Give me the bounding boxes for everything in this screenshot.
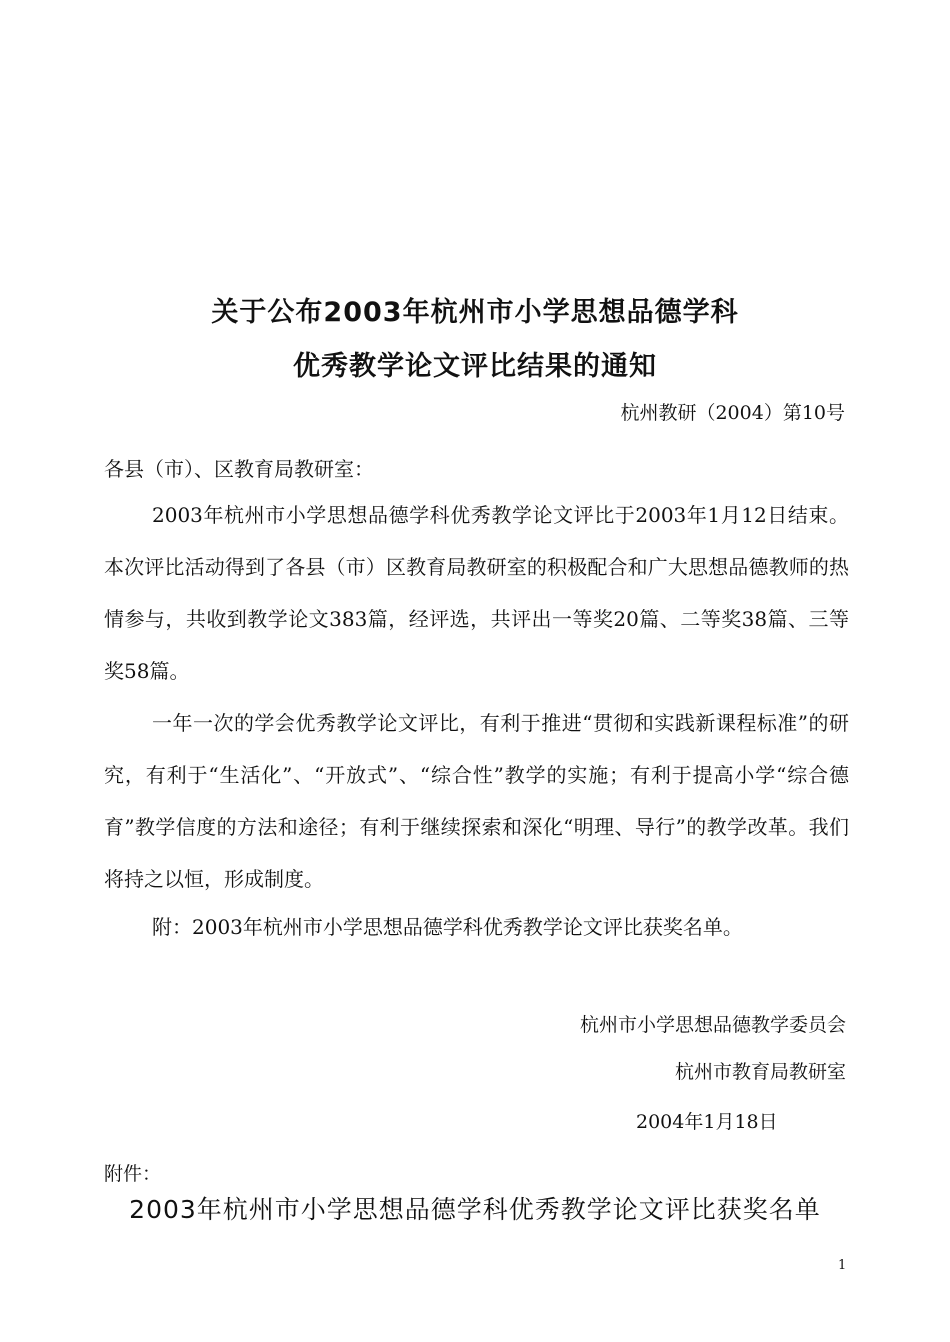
attachment-note: 附：2003年杭州市小学思想品德学科优秀教学论文评比获奖名单。 — [152, 915, 743, 939]
document-title-line2: 优秀教学论文评比结果的通知 — [293, 351, 657, 382]
body-paragraph-1: 2003年杭州市小学思想品德学科优秀教学论文评比于2003年1月12日结束。本次评比活动得到了各县（市）区教育局教研室的积极配合和广大思想品德教师的热情参与，共收到教学论文383篇，经评选，共评出一等奖20篇、二等奖38篇、三等奖58篇。 — [104, 503, 849, 683]
page-number: 1 — [838, 1258, 847, 1273]
body-paragraph-2: 一年一次的学会优秀教学论文评比，有利于推进“贯彻和实践新课程标准”的研究，有利于“生活化”、“开放式”、“综合性”教学的实施；有利于提高小学“综合德育”教学信度的方法和途径；有利于继续探索和深化“明理、导行”的教学改革。我们将持之以恒，形成制度。 — [104, 711, 849, 891]
signature-org-2: 杭州市教育局教研室 — [674, 1061, 846, 1083]
signature-org-1: 杭州市小学思想品德教学委员会 — [579, 1014, 846, 1036]
document-number: 杭州教研（2004）第10号 — [620, 402, 845, 424]
document-title-line1: 关于公布2003年杭州市小学思想品德学科 — [211, 297, 739, 328]
signature-date: 2004年1月18日 — [636, 1111, 778, 1133]
annex-title: 2003年杭州市小学思想品德学科优秀教学论文评比获奖名单 — [129, 1195, 821, 1224]
annex-label: 附件： — [104, 1163, 162, 1185]
salutation: 各县（市）、区教育局教研室： — [104, 457, 374, 481]
